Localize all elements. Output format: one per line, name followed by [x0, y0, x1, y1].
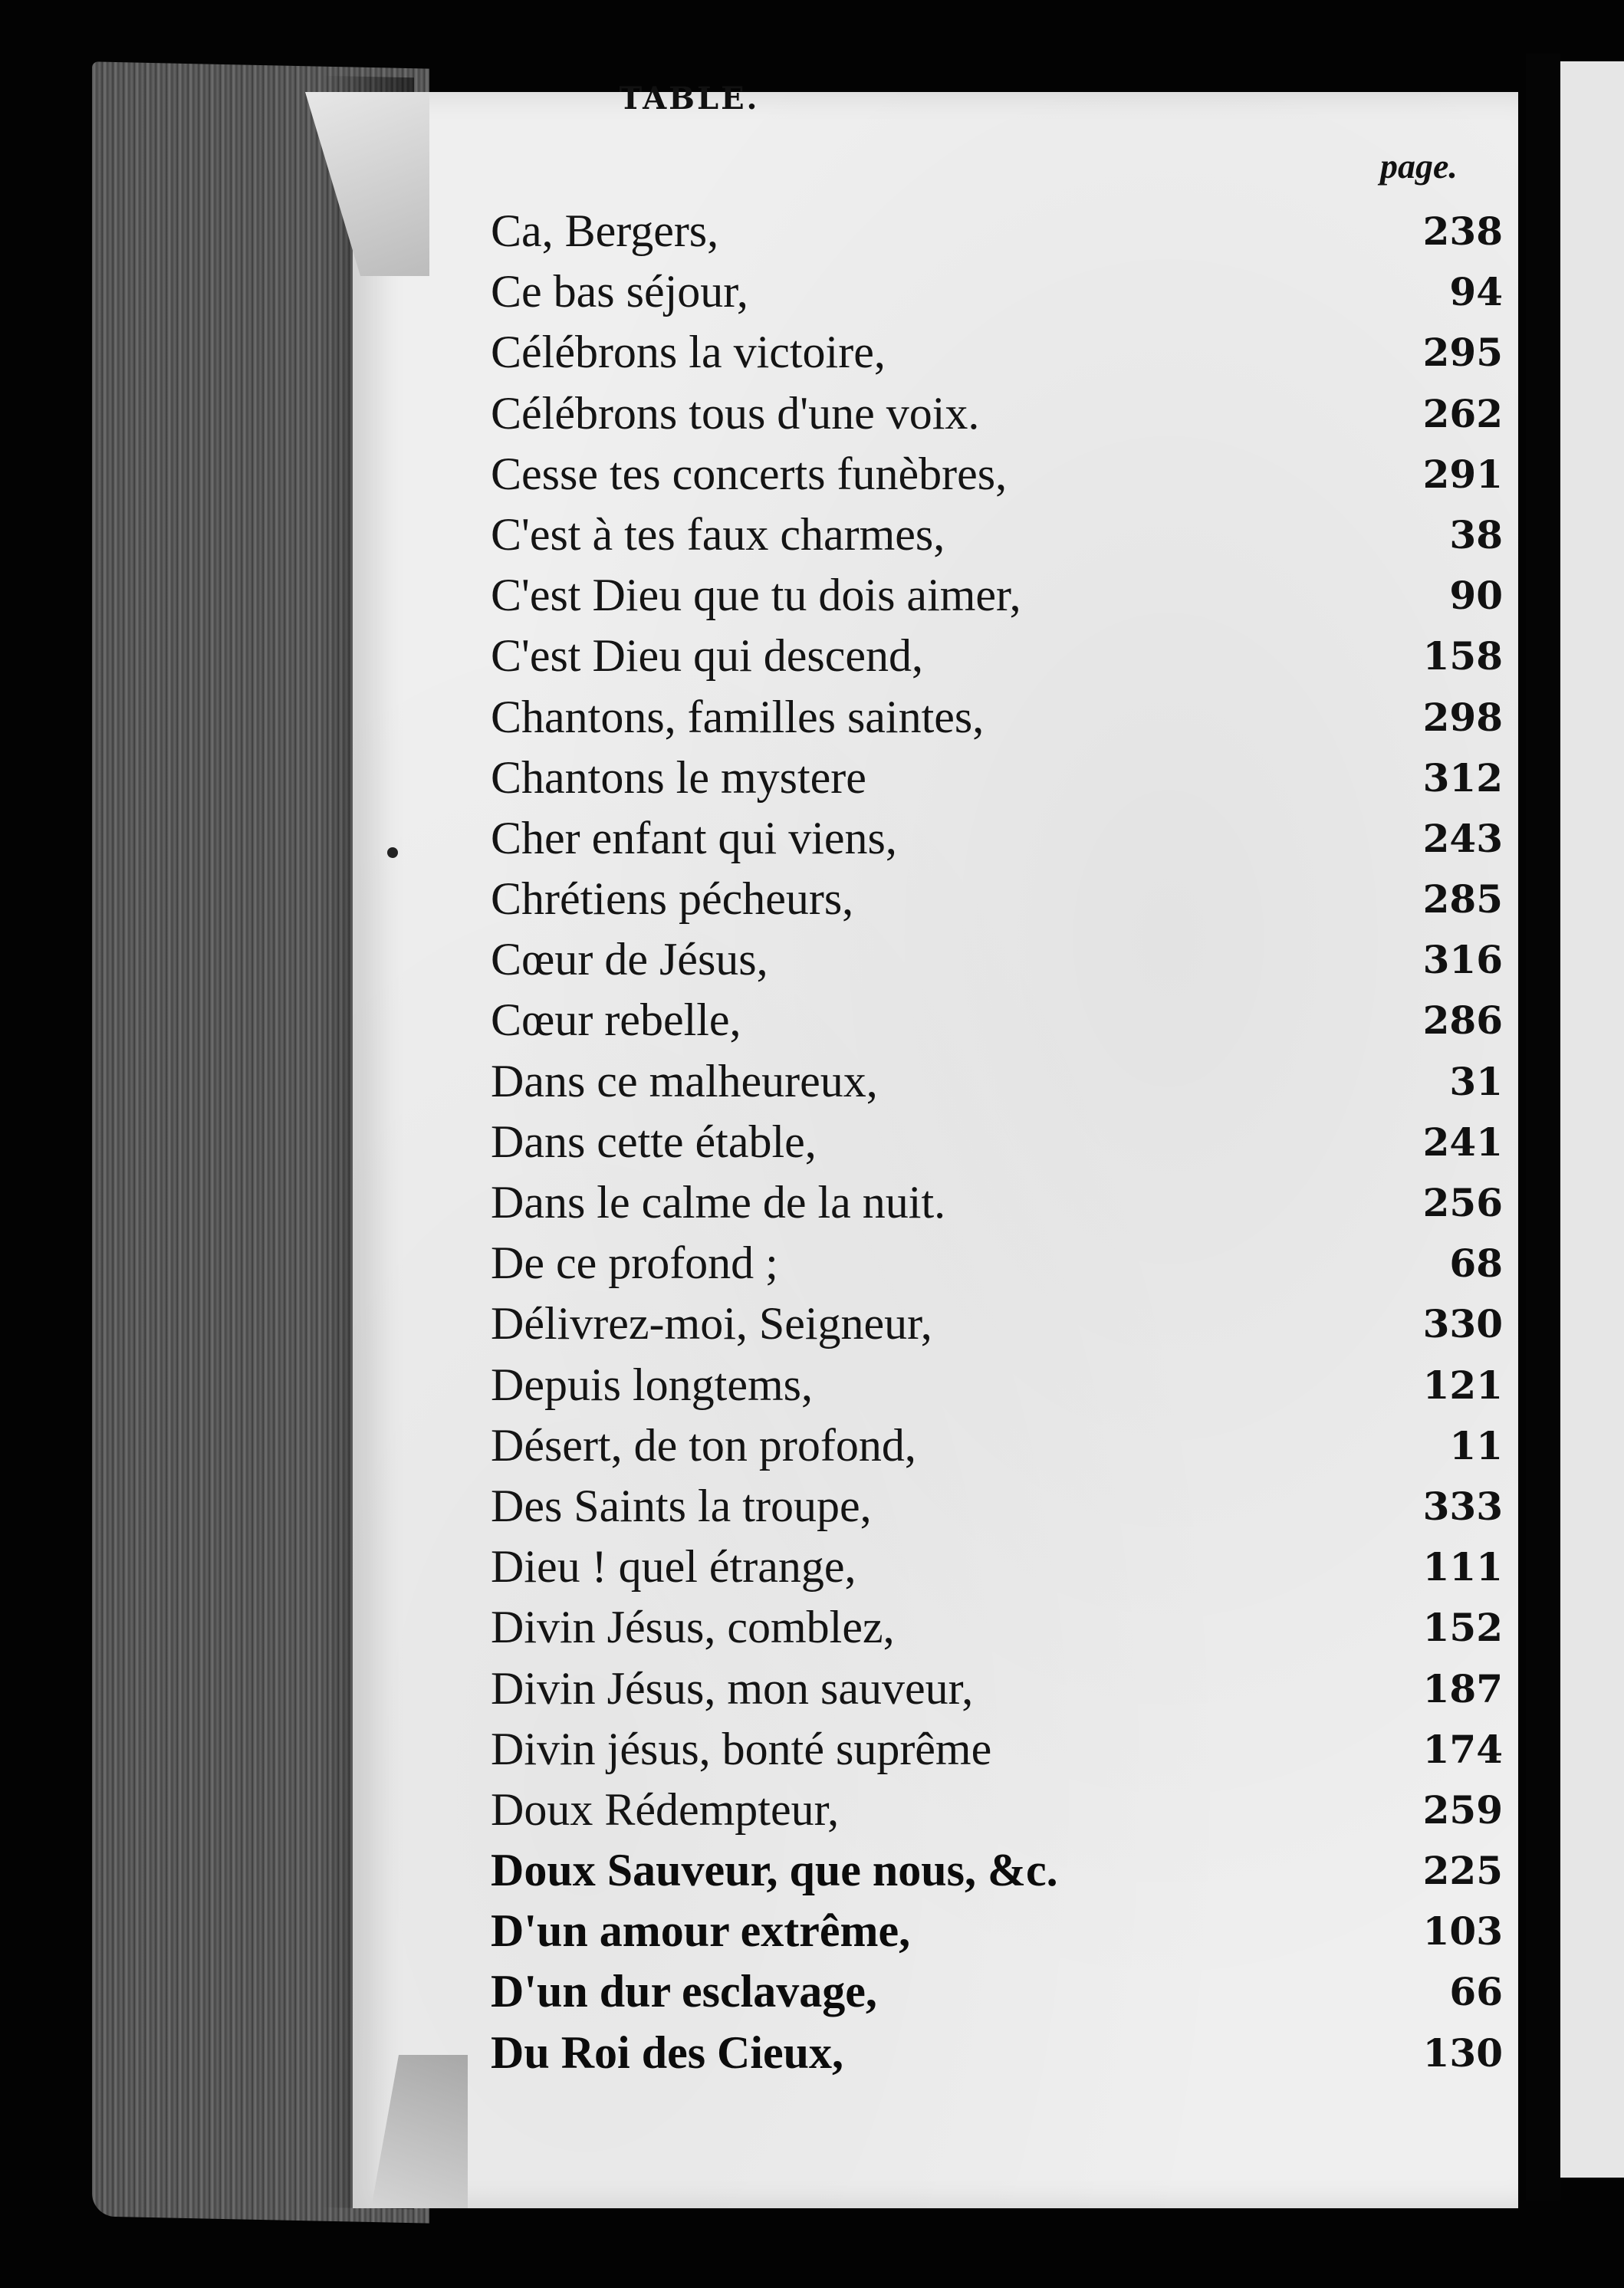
entry-page-number: 295 — [1422, 330, 1503, 376]
index-entry — [491, 990, 1518, 1050]
index-entry — [491, 383, 1518, 444]
entry-page-number: 238 — [1422, 209, 1503, 254]
index-entry — [491, 1658, 1518, 1719]
entry-title: Ca, Bergers, — [491, 205, 719, 256]
index-entry — [491, 2023, 1518, 2083]
entry-title: Divin Jésus, comblez, — [491, 1602, 895, 1653]
entry-page-number: 38 — [1449, 511, 1503, 557]
entry-page-number: 241 — [1422, 1119, 1503, 1165]
entry-page-number: 11 — [1449, 1422, 1503, 1468]
index-entry — [491, 626, 1518, 686]
entry-page-number: 298 — [1422, 694, 1503, 740]
entry-page-number: 94 — [1449, 269, 1503, 315]
entry-title: Cœur de Jésus, — [491, 934, 768, 985]
entry-page-number: 103 — [1422, 1908, 1503, 1954]
entry-title: Cœur rebelle, — [491, 994, 741, 1046]
entry-page-number: 225 — [1422, 1848, 1503, 1894]
entry-page-number: 285 — [1422, 876, 1503, 922]
running-header: TABLE. — [619, 81, 760, 117]
entry-title: Depuis longtems, — [491, 1359, 813, 1410]
entry-page-number: 333 — [1422, 1483, 1503, 1529]
entry-title: Dieu ! quel étrange, — [491, 1541, 856, 1593]
entry-title: Dans le calme de la nuit. — [491, 1177, 946, 1228]
entry-page-number: 121 — [1422, 1362, 1503, 1408]
entry-title: D'un amour extrême, — [491, 1905, 911, 1957]
entry-page-number: 31 — [1449, 1058, 1503, 1104]
index-entry — [491, 1537, 1518, 1597]
entry-page-number: 158 — [1422, 633, 1503, 679]
entry-title: Cher enfant qui viens, — [491, 812, 897, 863]
entry-page-number: 174 — [1422, 1726, 1503, 1772]
index-entry — [491, 1840, 1518, 1901]
index-entry — [491, 322, 1518, 383]
entry-title: Dans cette étable, — [491, 1116, 817, 1167]
entry-title: Célébrons la victoire, — [491, 327, 886, 378]
entry-page-number: 256 — [1422, 1180, 1503, 1225]
entry-page-number: 68 — [1449, 1241, 1503, 1287]
entry-title: Désert, de ton profond, — [491, 1419, 916, 1471]
entry-page-number: 259 — [1422, 1787, 1503, 1833]
entry-page-number: 130 — [1422, 2030, 1503, 2076]
entry-page-number: 291 — [1422, 451, 1503, 497]
entry-title: Ce bas séjour, — [491, 266, 748, 317]
page-column-label: page. — [1380, 146, 1458, 186]
index-entry — [491, 444, 1518, 505]
index-entry — [491, 1719, 1518, 1780]
entry-title: Dans ce malheureux, — [491, 1055, 878, 1106]
index-entry — [491, 1233, 1518, 1294]
index-entry — [491, 808, 1518, 869]
entry-title: Doux Rédempteur, — [491, 1783, 840, 1835]
index-entry — [491, 1051, 1518, 1112]
index-entries — [491, 201, 1518, 2083]
entry-title: Chantons le mystere — [491, 751, 866, 803]
entry-title: Des Saints la troupe, — [491, 1480, 872, 1531]
entry-page-number: 330 — [1422, 1301, 1503, 1347]
entry-title: Chantons, familles saintes, — [491, 691, 985, 742]
entry-title: Divin Jésus, mon sauveur, — [491, 1662, 974, 1714]
index-entry — [491, 1901, 1518, 1961]
entry-title: Célébrons tous d'une voix. — [491, 387, 980, 439]
index-entry — [491, 565, 1518, 626]
entry-page-number: 66 — [1449, 1969, 1503, 2015]
entry-page-number: 262 — [1422, 390, 1503, 436]
entry-title: D'un dur esclavage, — [491, 1966, 877, 2017]
entry-title: C'est à tes faux charmes, — [491, 508, 945, 560]
entry-page-number: 286 — [1422, 998, 1503, 1044]
entry-title: Doux Sauveur, que nous, &c. — [491, 1845, 1058, 1896]
index-entry — [491, 687, 1518, 748]
index-entry — [491, 1294, 1518, 1354]
index-entry — [491, 1355, 1518, 1415]
entry-title: De ce profond ; — [491, 1238, 778, 1289]
entry-title: Délivrez-moi, Seigneur, — [491, 1298, 932, 1349]
index-entry — [491, 1112, 1518, 1172]
entry-page-number: 316 — [1422, 937, 1503, 983]
entry-page-number: 152 — [1422, 1605, 1503, 1651]
entry-title: C'est Dieu qui descend, — [491, 630, 924, 682]
adjacent-page-strip — [1560, 61, 1624, 2178]
index-entry — [491, 505, 1518, 565]
entry-page-number: 312 — [1422, 754, 1503, 800]
page-gutter — [1526, 54, 1560, 2201]
entry-title: Chrétiens pécheurs, — [491, 873, 854, 925]
index-entry — [491, 1597, 1518, 1658]
index-entry — [491, 201, 1518, 261]
index-entry — [491, 1172, 1518, 1233]
entry-page-number: 243 — [1422, 815, 1503, 861]
ink-speck — [387, 847, 398, 858]
index-entry — [491, 1476, 1518, 1537]
entry-title: Divin jésus, bonté suprême — [491, 1723, 992, 1774]
index-entry — [491, 1961, 1518, 2022]
entry-page-number: 90 — [1449, 573, 1503, 619]
index-entry — [491, 1415, 1518, 1476]
entry-page-number: 111 — [1422, 1544, 1503, 1590]
index-entry — [491, 869, 1518, 929]
index-entry — [491, 261, 1518, 322]
entry-page-number: 187 — [1422, 1665, 1503, 1711]
entry-title: Cesse tes concerts funèbres, — [491, 448, 1008, 499]
entry-title: Du Roi des Cieux, — [491, 2027, 844, 2078]
index-entry — [491, 929, 1518, 990]
entry-title: C'est Dieu que tu dois aimer, — [491, 570, 1021, 621]
index-entry — [491, 1780, 1518, 1840]
index-entry — [491, 748, 1518, 808]
